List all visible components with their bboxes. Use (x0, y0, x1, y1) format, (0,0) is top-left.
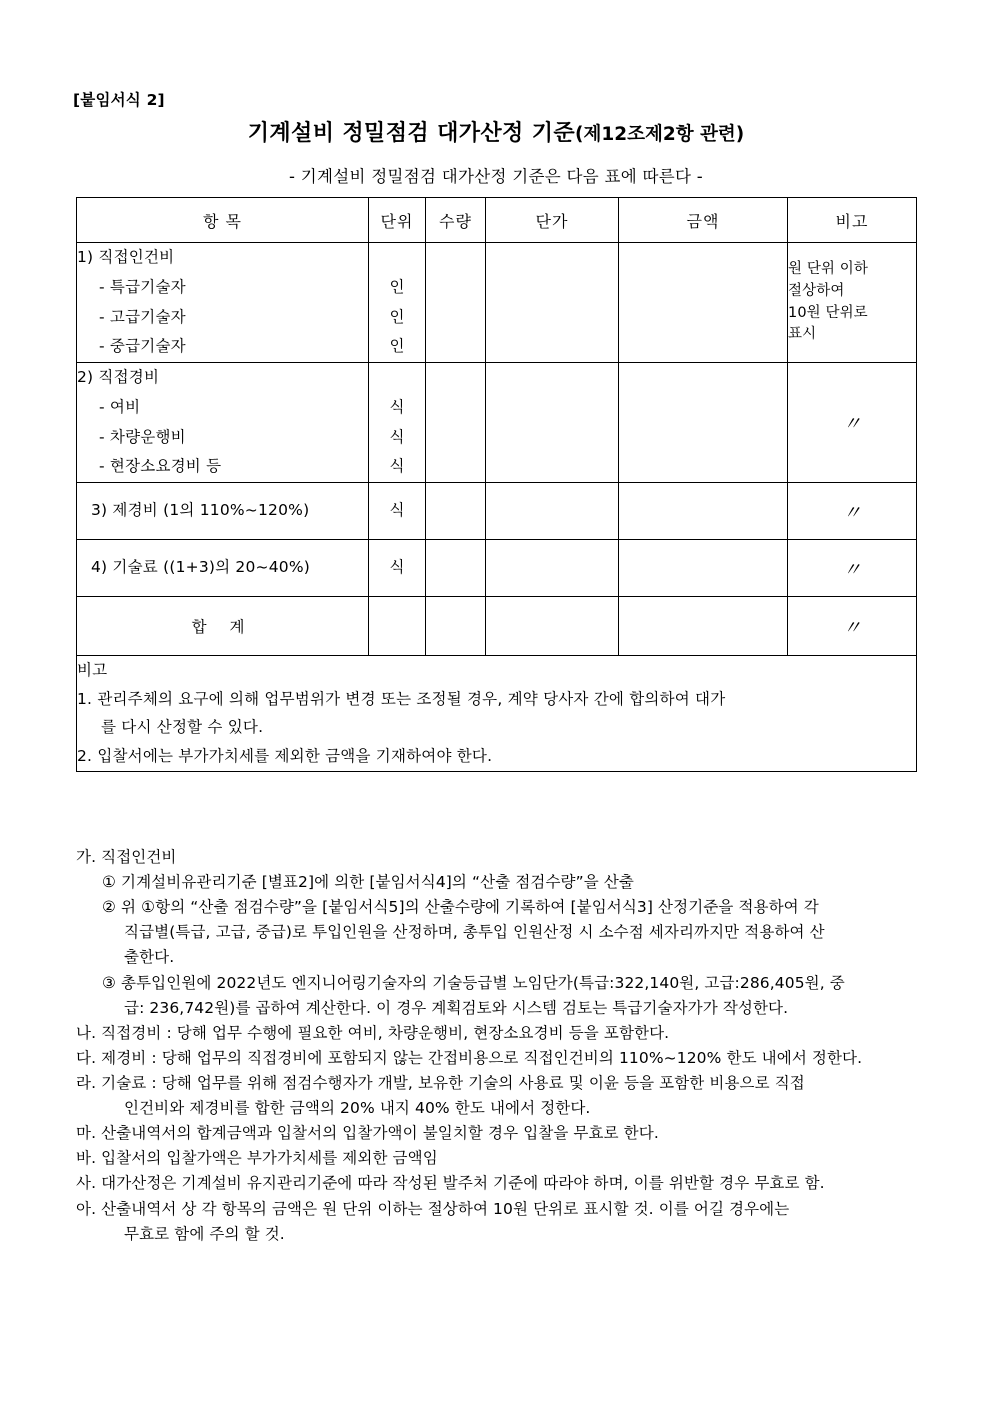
note-line: 절상하여 (788, 282, 845, 299)
row-note-ditto: 〃 (788, 540, 917, 597)
form-tag: [붙임서식 2] (73, 91, 165, 109)
table-total-row (77, 597, 917, 656)
note-label-h: 아. 산출내역서 상 각 항목의 금액은 원 단위 이하는 절상하여 10원 단위로 표시할 것. 이를 어길 경우에는 (76, 1199, 790, 1218)
row-item-techfee (77, 540, 369, 597)
table-row (77, 243, 917, 363)
unit-value: 인 (389, 337, 405, 356)
row-item-labor (77, 243, 369, 363)
note-section-standard (76, 1171, 976, 1196)
note-a-item-1: ① 기계설비유관리기준 [별표2]에 의한 [붙임서식4]의 “산출 점검수량”을 산출 (102, 873, 635, 892)
note-section-labor (76, 845, 976, 1021)
row-quantity-labor (426, 243, 486, 363)
row-unitprice-expense (486, 363, 619, 483)
total-unitprice (486, 597, 619, 656)
row-note-ditto: 〃 (788, 363, 917, 483)
column-header-unit: 단위 (369, 198, 426, 243)
note-label-e: 마. 산출내역서의 합계금액과 입찰서의 입찰가액이 불일치할 경우 입찰을 무효로 한다. (76, 1124, 659, 1143)
note-d-continued: 인건비와 제경비를 합한 금액의 20% 내지 40% 한도 내에서 정한다. (124, 1099, 591, 1118)
total-quantity (426, 597, 486, 656)
row-item-overhead (77, 483, 369, 540)
note-section-expense (76, 1021, 976, 1046)
row-item-sub: - 여비 (99, 397, 141, 416)
note-label-c: 다. 제경비 : 당해 업무의 직접경비에 포함되지 않는 간접비용으로 직접인건비의 110%~120% 한도 내에서 정한다. (76, 1048, 863, 1067)
note-line: 원 단위 이하 (788, 261, 868, 277)
row-amount-expense (619, 363, 788, 483)
explanatory-notes (76, 845, 976, 1247)
row-unit-expense (369, 363, 426, 483)
column-header-item: 항 목 (77, 198, 369, 243)
remark-title: 비고 (77, 661, 108, 679)
note-a-item-2-continued-1: 직급별(특급, 고급, 중급)로 투입인원을 산정하며, 총투입 인원산정 시 소수점 세자리까지만 적용하여 산 (124, 923, 825, 942)
total-label: 합 계 (77, 597, 369, 656)
row-item-lead: 2) 직접경비 (77, 368, 160, 386)
table-row (77, 363, 917, 483)
page-title-reference: (제12조제2항 관련) (575, 124, 745, 145)
row-item-sub: - 중급기술자 (99, 337, 186, 356)
unit-value: 식 (389, 427, 405, 446)
note-label-b: 나. 직접경비 : 당해 업무 수행에 필요한 여비, 차량운행비, 현장소요경비 등을 포함한다. (76, 1023, 670, 1042)
row-unitprice-overhead (486, 483, 619, 540)
remark-item-1-continued: 를 다시 산정할 수 있다. (101, 718, 264, 737)
unit-value: 식 (389, 457, 405, 476)
row-item-sub: - 고급기술자 (99, 307, 186, 326)
table-remark-cell (77, 656, 917, 772)
total-note-ditto: 〃 (788, 597, 917, 656)
row-amount-overhead (619, 483, 788, 540)
table-row (77, 483, 917, 540)
note-section-mismatch (76, 1121, 976, 1146)
page-title-text: 기계설비 정밀점검 대가산정 기준 (247, 121, 576, 146)
note-section-techfee (76, 1071, 976, 1121)
note-label-f: 바. 입찰서의 입찰가액은 부가가치세를 제외한 금액임 (76, 1149, 438, 1168)
note-section-vat (76, 1146, 976, 1171)
table-row (77, 540, 917, 597)
note-label-d: 라. 기술료 : 당해 업무를 위해 점검수행자가 개발, 보유한 기술의 사용료 및 이윤 등을 포함한 비용으로 직접 (76, 1073, 805, 1092)
row-item-sub: - 차량운행비 (99, 427, 186, 446)
page-subtitle: - 기계설비 정밀점검 대가산정 기준은 다음 표에 따른다 - (288, 167, 704, 186)
cost-standard-table (76, 197, 917, 772)
row-amount-techfee (619, 540, 788, 597)
total-unit (369, 597, 426, 656)
row-unitprice-techfee (486, 540, 619, 597)
table-header-row (77, 198, 917, 243)
row-unit-labor (369, 243, 426, 363)
note-h-continued: 무효로 함에 주의 할 것. (124, 1224, 285, 1243)
remark-item-2: 2. 입찰서에는 부가가치세를 제외한 금액을 기재하여야 한다. (77, 747, 493, 766)
row-note-labor (788, 243, 917, 363)
unit-value: 인 (389, 277, 405, 296)
row-quantity-expense (426, 363, 486, 483)
row-item-sub: - 현장소요경비 등 (99, 457, 222, 476)
table-header (77, 198, 917, 243)
note-a-item-3: ③ 총투입인원에 2022년도 엔지니어링기술자의 기술등급별 노임단가(특급:322,140원, 고급:286,405원, 중 (102, 973, 845, 992)
note-label-g: 사. 대가산정은 기계설비 유지관리기준에 따라 작성된 발주처 기준에 따라야 하며, 이를 위반할 경우 무효로 함. (76, 1174, 825, 1193)
note-section-overhead (76, 1046, 976, 1071)
unit-value: 식 (389, 397, 405, 416)
row-quantity-techfee (426, 540, 486, 597)
row-item-expense (77, 363, 369, 483)
row-quantity-overhead (426, 483, 486, 540)
row-item-sub: - 특급기술자 (99, 277, 186, 296)
row-unit-techfee: 식 (369, 540, 426, 597)
row-unitprice-labor (486, 243, 619, 363)
row-item-lead: 1) 직접인건비 (77, 248, 175, 266)
row-unit-overhead: 식 (369, 483, 426, 540)
total-amount (619, 597, 788, 656)
column-header-price: 단가 (486, 198, 619, 243)
remark-item-1: 1. 관리주체의 요구에 의해 업무범위가 변경 또는 조정될 경우, 계약 당사자 간에 합의하여 대가 (77, 689, 726, 708)
column-header-qty: 수량 (426, 198, 486, 243)
table-remark-row (77, 656, 917, 772)
unit-value: 인 (389, 307, 405, 326)
column-header-note: 비고 (788, 198, 917, 243)
column-header-amount: 금액 (619, 198, 788, 243)
note-a-item-2: ② 위 ①항의 “산출 점검수량”을 [붙임서식5]의 산출수량에 기록하여 [붙임서식3] 산정기준을 적용하여 각 (102, 898, 819, 917)
note-a-item-2-continued-2: 출한다. (124, 948, 175, 967)
note-line: 표시 (788, 326, 817, 343)
row-item-lead: 4) 기술료 ((1+3)의 20~40%) (91, 558, 311, 577)
page-title (0, 116, 992, 147)
row-item-lead: 3) 제경비 (1의 110%~120%) (91, 501, 310, 520)
note-label-a: 가. 직접인건비 (76, 848, 177, 866)
row-amount-labor (619, 243, 788, 363)
note-section-rounding (76, 1197, 976, 1247)
note-a-item-3-continued: 급: 236,742원)를 곱하여 계산한다. 이 경우 계획검토와 시스템 검토는 특급기술자가가 작성한다. (124, 998, 789, 1017)
note-line: 10원 단위로 (788, 304, 868, 321)
row-note-ditto: 〃 (788, 483, 917, 540)
